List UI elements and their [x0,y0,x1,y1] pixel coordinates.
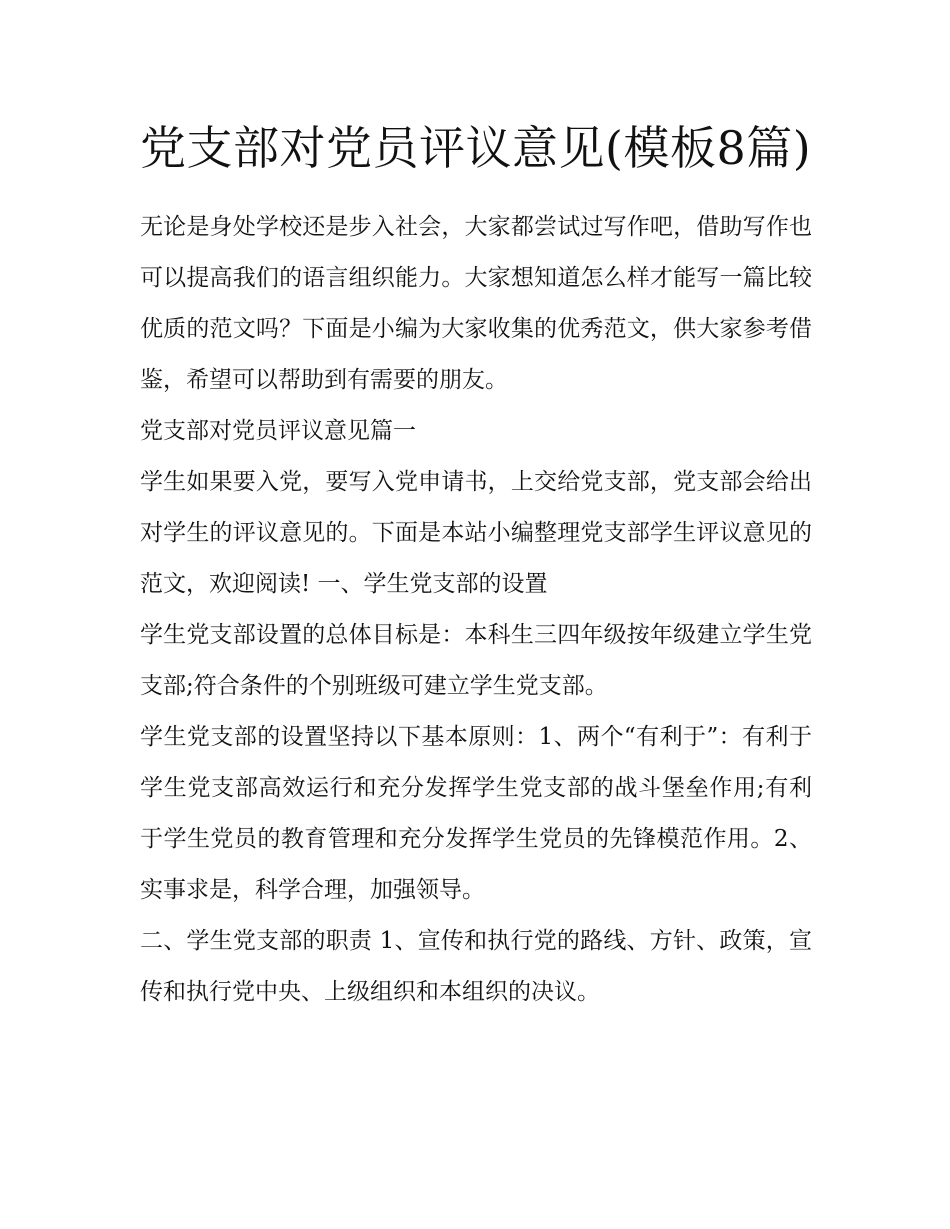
body-paragraph: 学生如果要入党，要写入党申请书，上交给党支部，党支部会给出对学生的评议意见的。下面是本站小编整理党支部学生评议意见的范文，欢迎阅读! 一、学生党支部的设置 [140,469,812,597]
document-body [140,112,812,1018]
body-paragraph: 学生党支部的设置坚持以下基本原则：1、两个“有利于”：有利于学生党支部高效运行和充分发挥学生党支部的战斗堡垒作用;有利于学生党员的教育管理和充分发挥学生党员的先锋模范作用。2、实事求是，科学合理，加强领导。 [140,724,812,903]
section-heading: 党支部对党员评议意见篇一 [140,418,416,444]
body-paragraph: 学生党支部设置的总体目标是：本科生三四年级按年级建立学生党支部;符合条件的个别班级可建立学生党支部。 [140,622,812,699]
document-title: 党支部对党员评议意见(模板8篇) [140,121,812,175]
intro-paragraph: 无论是身处学校还是步入社会，大家都尝试过写作吧，借助写作也可以提高我们的语言组织能力。大家想知道怎么样才能写一篇比较优质的范文吗？下面是小编为大家收集的优秀范文，供大家参考借鉴，希望可以帮助到有需要的朋友。 [140,214,812,393]
body-paragraph: 二、学生党支部的职责 1、宣传和执行党的路线、方针、政策，宣传和执行党中央、上级组织和本组织的决议。 [140,928,812,1005]
